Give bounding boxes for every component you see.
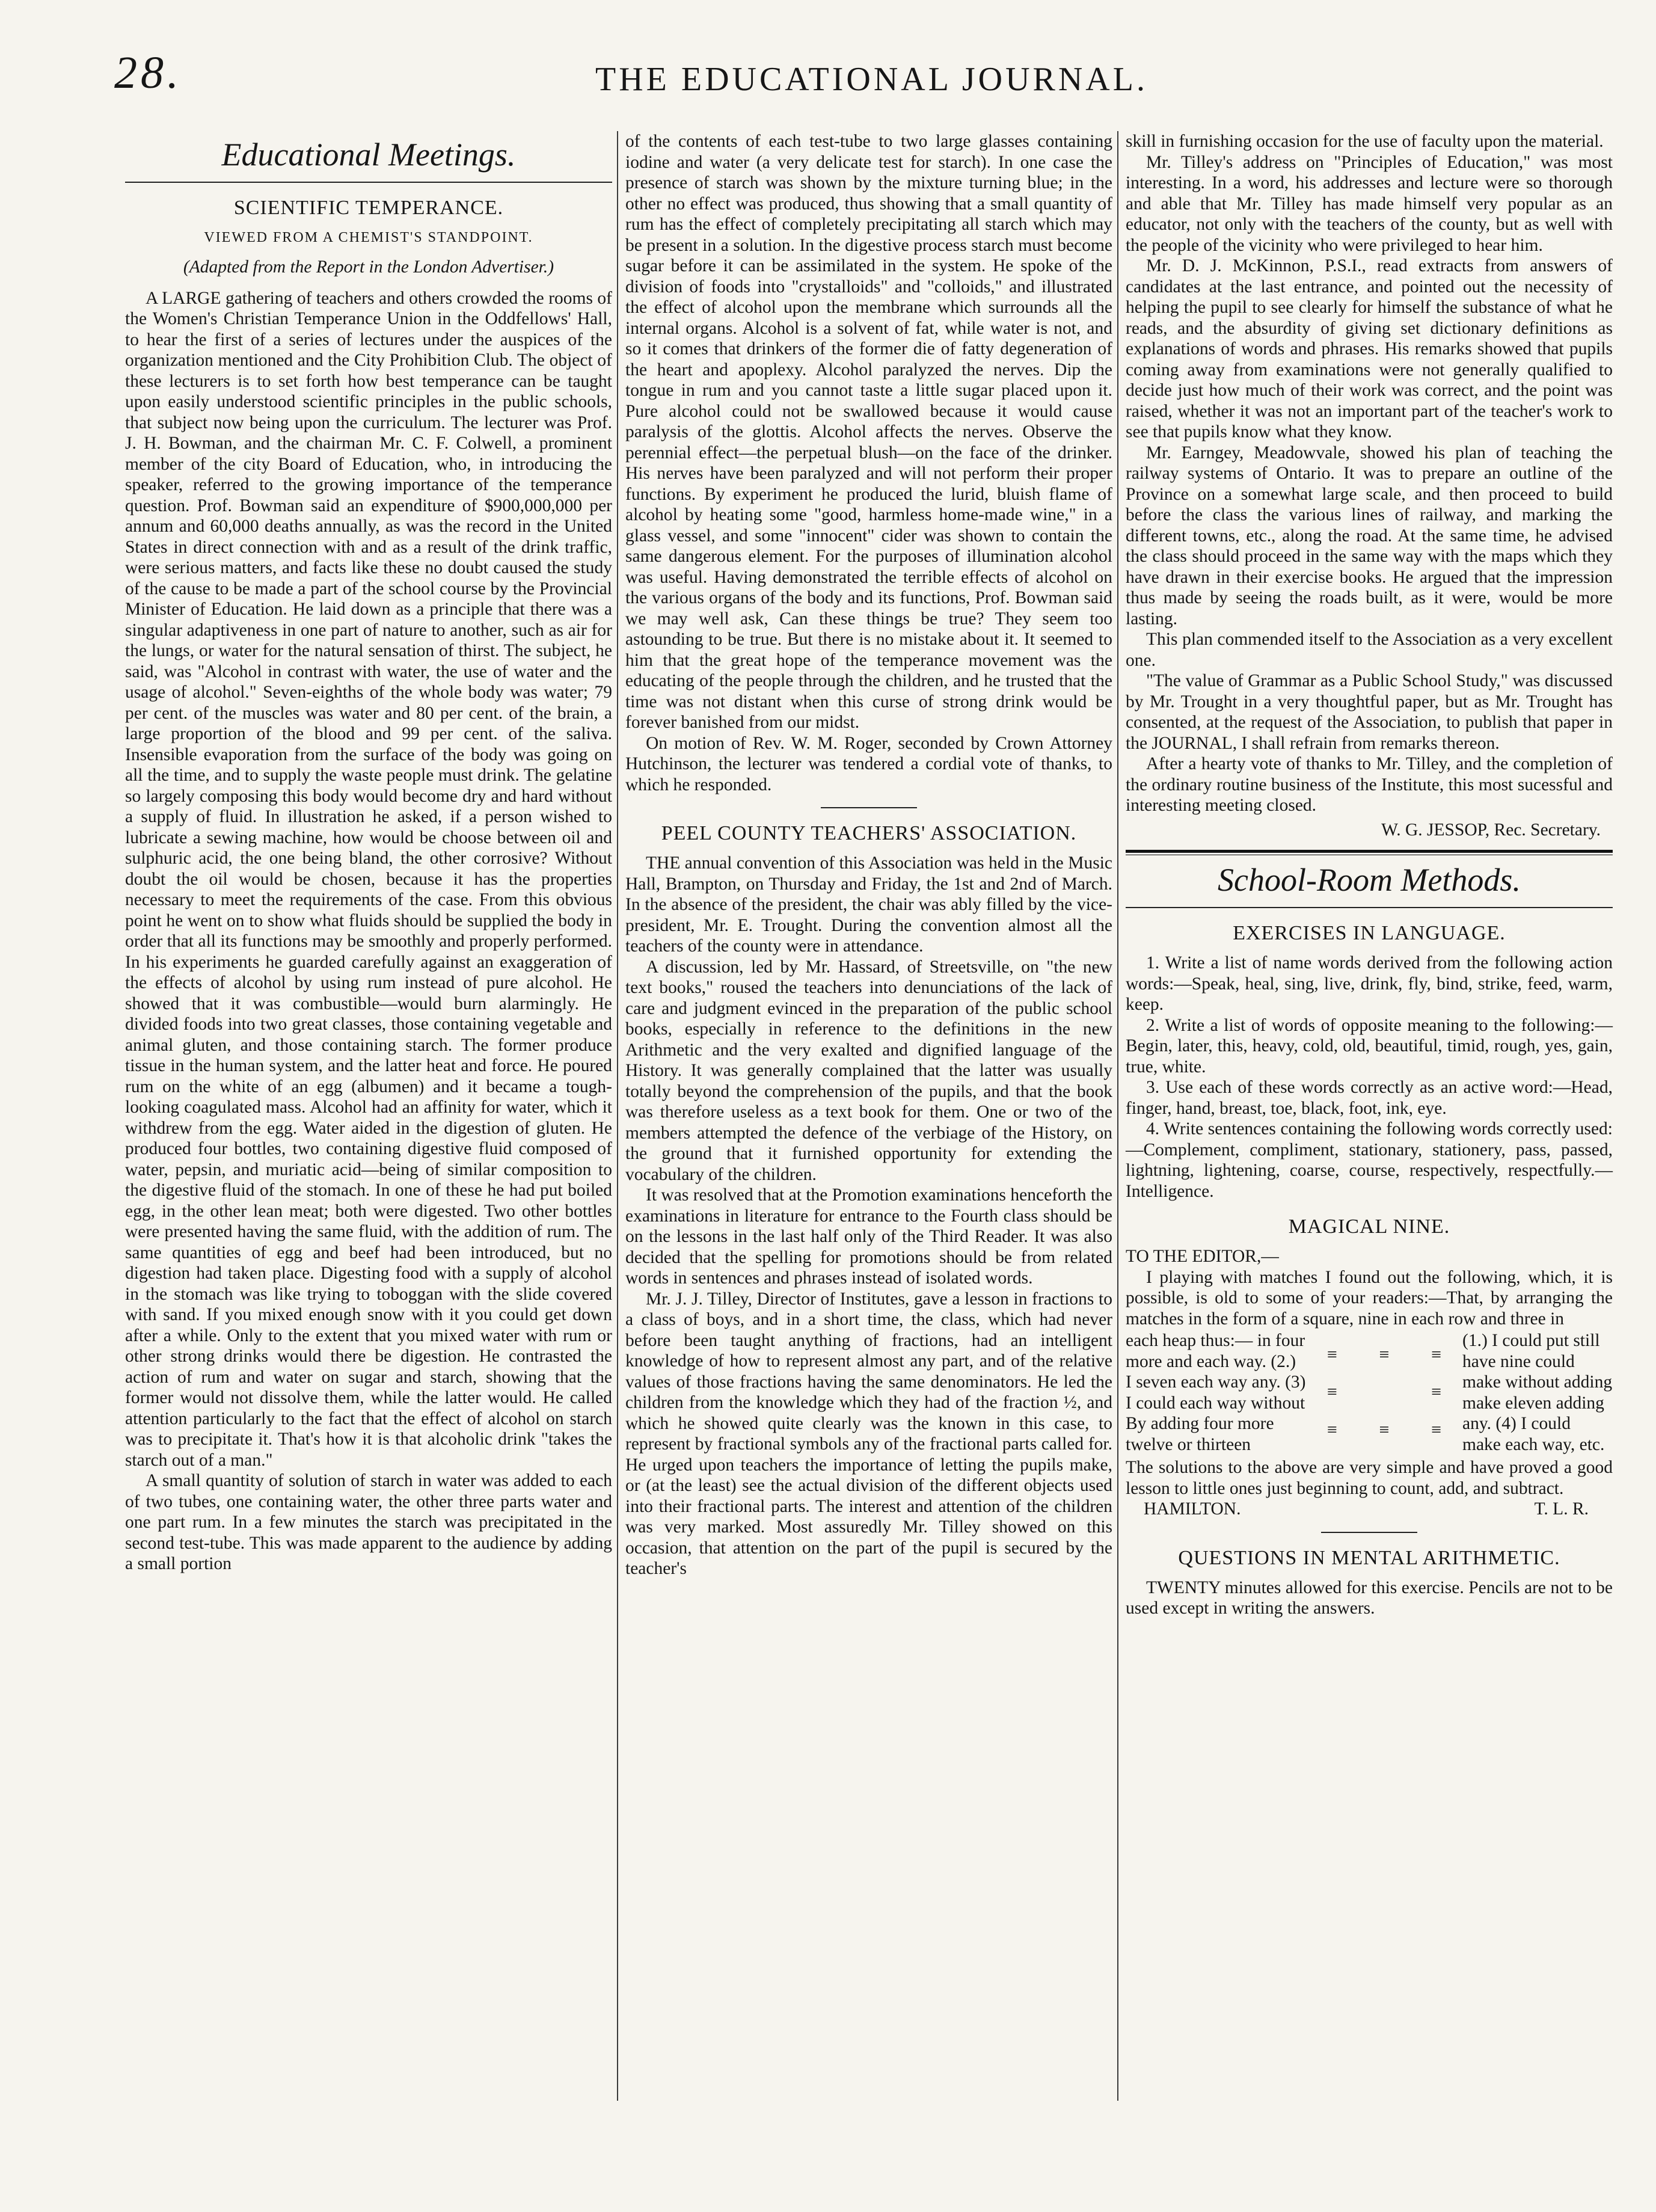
article-paragraph: Mr. D. J. McKinnon, P.S.I., read extracts from answers of candidates at the last entrance, and pointed out the necessity of helping the pupil to see clearly for himself the substance of what he reads, and the absurdity of giving set dictionary definitions as explanations of words and phrases. His remarks showed that pupils coming away from examinations were not generally qualified to decide just how much of their work was correct, and the point was raised, whether it was not an important part of the teacher's work to see that pupils know what they know. [1126, 256, 1613, 441]
column-middle [625, 131, 1112, 1579]
letter-signature [1126, 1499, 1613, 1520]
matches-figure [1126, 1330, 1613, 1455]
matches-row [1306, 1416, 1462, 1445]
initials: T. L. R. [1534, 1499, 1589, 1519]
article-source-note: (Adapted from the Report in the London Advertiser.) [183, 257, 554, 277]
match-heap: ≡ [1431, 1382, 1442, 1402]
exercise-item: 3. Use each of these words correctly as an active word:—Head, finger, hand, breast, toe, black, foot, ink, eye. [1126, 1078, 1613, 1118]
article-paragraph: of the contents of each test-tube to two large glasses containing iodine and water (a very delicate test for starch). In one case the presence of starch was shown by the mixture turning blue; in the other no effect was produced, thus showing that a small quantity of rum has the effect of completely precipitating all starch which may be present in a solution. In the digestive process starch must become sugar before it can be assimilated in the system. He spoke of the division of foods into "crystalloids" and "colloids," and illustrated the effect of alcohol upon the membrane which surrounds all the internal organs. Alcohol is a solvent of fat, while water is not, and so it comes that drinkers of the former die of fatty degeneration of the heart and apoplexy. Alcohol paralyzed the nerves. Dip the tongue in rum and you cannot taste a little sugar placed upon it. Pure alcohol could not be swallowed because it would cause paralysis of the glottis. Alcohol affects the nerves. Observe the perennial effect—the perpetual blush—on the face of the drinker. His nerves have been paralyzed and will not perform their proper functions. By experiment he produced the lurid, bluish flame of alcohol by heating some "good, harmless home-made wine," in a glass vessel, and some "innocent" cider was shown to contain the same dangerous element. For the purposes of illumination alcohol was useful. Having demonstrated the terrible effects of alcohol on the various organs of the body and its functions, Prof. Bowman said we may well ask, Can these things be true? They seem too astounding to be true. But there is no mistake about it. It seemed to him that the great hope of the temperance movement was the educating of the people through the children, and he trusted that the time was not distant when this curse of strong drink would be forever banished from our midst. [625, 132, 1112, 732]
article-paragraph: After a hearty vote of thanks to Mr. Tilley, and the completion of the ordinary routine business of the Institute, this most sucessful and interesting meeting closed. [1126, 754, 1613, 815]
matches-row [1306, 1341, 1462, 1369]
matches-square [1306, 1330, 1462, 1455]
heavy-rule [1126, 850, 1613, 855]
match-heap: ≡ [1431, 1419, 1442, 1440]
article-title: PEEL COUNTY TEACHERS' ASSOCIATION. [661, 822, 1077, 844]
article-title: QUESTIONS IN MENTAL ARITHMETIC. [1178, 1546, 1560, 1569]
journal-title: THE EDUCATIONAL JOURNAL. [595, 61, 1148, 98]
match-heap: ≡ [1326, 1344, 1337, 1365]
match-heap: ≡ [1326, 1382, 1337, 1402]
article-paragraph: "The value of Grammar as a Public School Study," was discussed by Mr. Trought in a very thoughtful paper, but as Mr. Trought has consented, at the request of the Association, to publish that paper in the JOURNAL, I shall refrain from remarks thereon. [1126, 671, 1613, 753]
article-paragraph: A discussion, led by Mr. Hassard, of Streetsville, on "the new text books," roused the teachers into denunciations of the lack of care and judgment evinced in the preparation of the public school books, especially in reference to the definitions in the new Arithmetic and the very exalted and dignified language of the History. It was generally complained that the latter was usually totally beyond the comprehension of the pupils, and that the book was therefore useless as a text book for them. One or two of the members attempted the defence of the verbiage of the History, on the ground that it furnished opportunity for extending the vocabulary of the children. [625, 957, 1112, 1184]
exercise-item: 2. Write a list of words of opposite meaning to the following:—Begin, later, this, heavy, cold, old, beautiful, timid, rough, yes, gain, true, white. [1126, 1015, 1613, 1077]
match-heap: ≡ [1379, 1344, 1390, 1365]
match-heap: ≡ [1379, 1419, 1390, 1440]
place: HAMILTON. [1144, 1499, 1241, 1519]
article-title: MAGICAL NINE. [1288, 1215, 1450, 1238]
article-paragraph: This plan commended itself to the Association as a very excellent one. [1126, 630, 1613, 670]
matches-left-text: each heap thus:— in four more and each way. (2.) I seven each way any. (3) I could each way without By adding four more twelve or thirteen [1126, 1331, 1306, 1454]
article-paragraph: Mr. J. J. Tilley, Director of Institutes, gave a lesson in fractions to a class of boys, and in a short time, the class, which had never before been taught anything of fractions, had an intelligent knowledge of how to represent almost any part, and of the relative values of those fractions having the same denominators. He led the children from the knowledge which they had of the fraction ½, and which he showed quite clearly was the known in this case, to represent by fractional symbols any of the fractional parts called for. He urged upon teachers the importance of letting the pupils make, or (at the least) see the actual division of the different objects used into their fractional parts. The interest and attention of the children was very marked. Most assuredly Mr. Tilley showed on this occasion, that attention on the part of the pupil is secured by the teacher's [625, 1289, 1112, 1578]
matches-right-text: (1.) I could put still have nine could make without adding make eleven adding any. (4) I could make each way, etc. [1462, 1331, 1613, 1454]
signature: W. G. JESSOP, Rec. Secretary. [1381, 820, 1601, 840]
article-paragraph: Mr. Tilley's address on "Principles of Education," was most interesting. In a word, his addresses and lecture were so thorough and able that Mr. Tilley has made himself very popular as an educator, not only with the teachers of the county, but as well with the people of the vicinity who were privileged to hear him. [1126, 152, 1613, 255]
match-heap: ≡ [1431, 1344, 1442, 1365]
section-title: School-Room Methods. [1218, 862, 1521, 898]
article-paragraph: A LARGE gathering of teachers and others crowded the rooms of the Women's Christian Temperance Union in the Oddfellows' Hall, to hear the first of a series of lectures under the auspices of the organization mentioned and the City Prohibition Club. The object of these lecturers is to set forth how best temperance can be taught upon easily understood scientific principles in the public schools, that subject now being upon the curriculum. The lecturer was Prof. J. H. Bowman, and the chairman Mr. C. F. Colwell, a prominent member of the city Board of Education, who, in introducing the speaker, referred to the growing importance of the temperance question. Prof. Bowman said an expenditure of $900,000,000 per annum and 60,000 deaths annually, as was the record in the United States in direct connection with and as a result of the drink traffic, were serious matters, and facts like these no doubt caused the study of the cause to be made a part of the school course by the Provincial Minister of Education. He laid down as a principle that there was a singular adaptiveness in one part of nature to another, such as air for the lungs, or water for the natural sensation of thirst. The subject, he said, was "Alcohol in contrast with water, the use of water and the usage of alcohol." Seven-eighths of the whole body was water; 79 per cent. of the muscles was water and 80 per cent. of the brain, a large proportion of the blood and 99 per cent. of the saliva. Insensible evaporation from the surface of the body was going on all the time, and to supply the waste people must drink. The gelatine so largely composing this body would become dry and hard without a supply of fluid. In illustration he asked, if a person wished to lubricate a sewing machine, how would be choose between oil and sulphuric acid, the one being bland, the other corrosive? Without doubt the oil would be chosen, because it has the properties necessary to meet the requirements of the case. From this obvious point he went on to show what fluids should be supplied the body in order that all its functions may be smoothly and properly performed. In his experiments he guarded carefully against an exaggeration of the effects of alcohol by using rum instead of pure alcohol. He showed that it was combustible—would burn alarmingly. He divided foods into two great classes, those containing vegetable and animal gluten, and those containing starch. The former produce tissue in the human system, and the latter heat and force. He poured rum on the white of an egg (albumen) and it became a tough-looking coagulated mass. Alcohol had an affinity for water, which it withdrew from the egg. Water aided in the digestion of gluten. He produced four bottles, two containing digestive fluid composed of water, pepsin, and muriatic acid—being of similar composition to the digestive fluid of the stomach. In one of these he had put boiled egg, in the other lean meat; both were digested. Two other bottles were presented having the same fluid, with the addition of rum. The same quantities of egg and beef had been introduced, but no digestion had taken place. Digesting food with a supply of alcohol in the stomach was like trying to toboggan with the slide covered with sand. If you mixed enough snow with it you could get down after a while. Only to the extent that you mixed water with rum or other strong drinks would there be digestion. He contrasted the action of rum and water on sugar and starch, showing that the former would not dissolve them, while the latter would. He called attention particularly to the fact that the effect of alcohol on starch was to precipitate it. That's how it is that alcoholic drink "takes the starch out of a man." [125, 288, 612, 1470]
article-paragraph: TWENTY minutes allowed for this exercise. Pencils are not to be used except in writing the answers. [1126, 1578, 1613, 1618]
article-subtitle: VIEWED FROM A CHEMIST'S STANDPOINT. [204, 230, 533, 245]
article-title: SCIENTIFIC TEMPERANCE. [233, 197, 504, 219]
divider-rule [1321, 1532, 1417, 1533]
column-divider [1117, 131, 1118, 2101]
article-paragraph: It was resolved that at the Promotion examinations henceforth the examinations in literature for entrance to the Fourth class should be on the lessons in the last half only of the Third Reader. It was also decided that the spelling for promotions should be from related words in sentences and phrases instead of isolated words. [625, 1185, 1112, 1288]
letter-paragraph: I playing with matches I found out the following, which, it is possible, is old to some of your readers:—That, by arranging the matches in the form of a square, nine in each row and three in [1126, 1267, 1613, 1329]
column-left [125, 131, 612, 1575]
section-rule [125, 182, 612, 183]
article-paragraph: skill in furnishing occasion for the use of faculty upon the material. [1126, 132, 1604, 151]
exercise-item: 1. Write a list of name words derived from the following action words:—Speak, heal, sing, live, drink, fly, bind, strike, feed, warm, keep. [1126, 953, 1613, 1014]
matches-row [1306, 1378, 1462, 1407]
handwritten-page-number: 28. [114, 48, 182, 98]
article-title: EXERCISES IN LANGUAGE. [1233, 922, 1506, 944]
salutation: TO THE EDITOR,— [1126, 1247, 1279, 1266]
match-heap: ≡ [1326, 1419, 1337, 1440]
divider-rule [821, 807, 917, 808]
section-rule [1126, 907, 1613, 908]
column-divider [617, 131, 618, 2101]
letter-paragraph: The solutions to the above are very simple and have proved a good lesson to little ones just beginning to count, add, and subtract. [1126, 1458, 1613, 1498]
article-paragraph: On motion of Rev. W. M. Roger, seconded by Crown Attorney Hutchinson, the lecturer was tendered a cordial vote of thanks, to which he responded. [625, 733, 1112, 794]
section-title: Educational Meetings. [221, 137, 516, 173]
article-paragraph: A small quantity of solution of starch in water was added to each of two tubes, one containing water, the other three parts water and one part rum. In a few minutes the starch was precipitated in the second test-tube. This was made apparent to the audience by adding a small portion [125, 1471, 612, 1573]
column-right [1126, 131, 1613, 1619]
article-paragraph: THE annual convention of this Association was held in the Music Hall, Brampton, on Thursday and Friday, the 1st and 2nd of March. In the absence of the president, the chair was ably filled by the vice-president, Mr. E. Trought. During the convention almost all the teachers of the county were in attendance. [625, 853, 1112, 956]
article-paragraph: Mr. Earngey, Meadowvale, showed his plan of teaching the railway systems of Ontario. It was to prepare an outline of the Province on a somewhat large scale, and then proceed to build before the class the various lines of railway, and marking the different towns, etc., along the road. At the same time, he advised the class should proceed in the same way with the maps which they have drawn in their exercise books. He argued that the impression thus made by seeing the roads built, as it were, would be more lasting. [1126, 443, 1613, 628]
exercise-item: 4. Write sentences containing the following words correctly used:—Complement, compliment, stationary, stationery, pass, passed, lightning, lightening, coarse, course, respectively, respectfully.—Intelligence. [1126, 1119, 1613, 1201]
